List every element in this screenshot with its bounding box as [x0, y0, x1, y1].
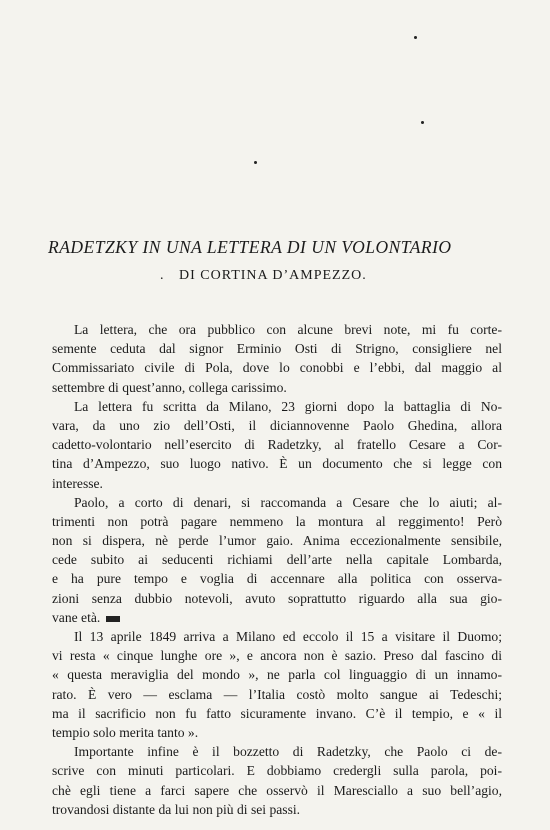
- body-line: ma il sacrificio non fu fatto sicuramente invano. C’è il tempio, e « il: [52, 705, 502, 721]
- body-line: interesse.: [52, 475, 103, 491]
- document-subtitle: [160, 268, 367, 284]
- body-line: scrive con minuti particolari. E dobbiamo credergli sulla parola, poi-: [52, 763, 502, 779]
- body-line: tina d’Ampezzo, suo luogo nativo. È un documento che si legge con: [52, 456, 502, 472]
- speck-mark: [421, 121, 424, 124]
- body-line: La lettera, che ora pubblico con alcune brevi note, mi fu corte-: [74, 322, 502, 337]
- body-line: rato. È vero — esclama — l’Italia costò molto sangue ai Tedeschi;: [52, 686, 502, 702]
- body-line: vara, da uno zio dell’Osti, il diciannovenne Paolo Ghedina, allora: [52, 417, 502, 433]
- body-line: trimenti non potrà pagare nemmeno la montura al reggimento! Però: [52, 513, 502, 529]
- subtitle-text: DI CORTINA D’AMPEZZO.: [179, 268, 367, 283]
- body-line: tempio solo merita tanto ».: [52, 724, 199, 740]
- body-line: Il 13 aprile 1849 arriva a Milano ed eccolo il 15 a visitare il Duomo;: [74, 629, 502, 644]
- body-line: cadetto-volontario nell’esercito di Radetzky, al fratello Cesare a Cor-: [52, 437, 502, 453]
- subtitle-mark: .: [160, 268, 165, 283]
- body-line-with-mark: [52, 608, 502, 627]
- body-line: Paolo, a corto di denari, si raccomanda a Cesare che lo aiuti; al-: [74, 494, 502, 510]
- body-line-text: vane età.: [52, 609, 101, 625]
- body-line: e ha pure tempo e voglia di accennare alla politica con osserva-: [52, 571, 502, 587]
- body-line: trovandosi distante da lui non più di sei passi.: [52, 801, 301, 817]
- body-line: semente ceduta dal signor Erminio Osti di Strigno, consigliere nel: [52, 341, 502, 357]
- body-line: vi resta « cinque lunghe ore », e ancora non è sazio. Preso dal fascino di: [52, 648, 502, 664]
- body-line: La lettera fu scritta da Milano, 23 giorni dopo la battaglia di No-: [74, 398, 502, 414]
- body-line: Commissariato civile di Pola, dove lo conobbi e l’ebbi, dal maggio al: [52, 360, 502, 376]
- document-title: RADETZKY IN UNA LETTERA DI UN VOLONTARIO: [48, 237, 452, 257]
- speck-mark: [414, 36, 417, 39]
- body-line: zioni senza dubbio notevoli, avuto soprattutto riguardo alla sua gio-: [52, 590, 502, 606]
- speck-mark: [254, 161, 257, 164]
- ink-smudge: [106, 616, 120, 622]
- body-line: cede subito ai seducenti richiami dell’arte nella capitale Lombarda,: [52, 552, 502, 568]
- document-body: [52, 320, 502, 819]
- body-line: « questa meraviglia del mondo », ne parla col linguaggio di un innamo-: [52, 667, 502, 683]
- body-line: non si dispera, nè perde l’umor gaio. Anima eccezionalmente sensibile,: [52, 533, 502, 549]
- body-line: chè egli tiene a farci sapere che osservò il Maresciallo a suo bell’agio,: [52, 782, 502, 798]
- body-line: settembre di quest’anno, collega carissimo.: [52, 379, 287, 395]
- body-line: Importante infine è il bozzetto di Radetzky, che Paolo ci de-: [74, 744, 502, 760]
